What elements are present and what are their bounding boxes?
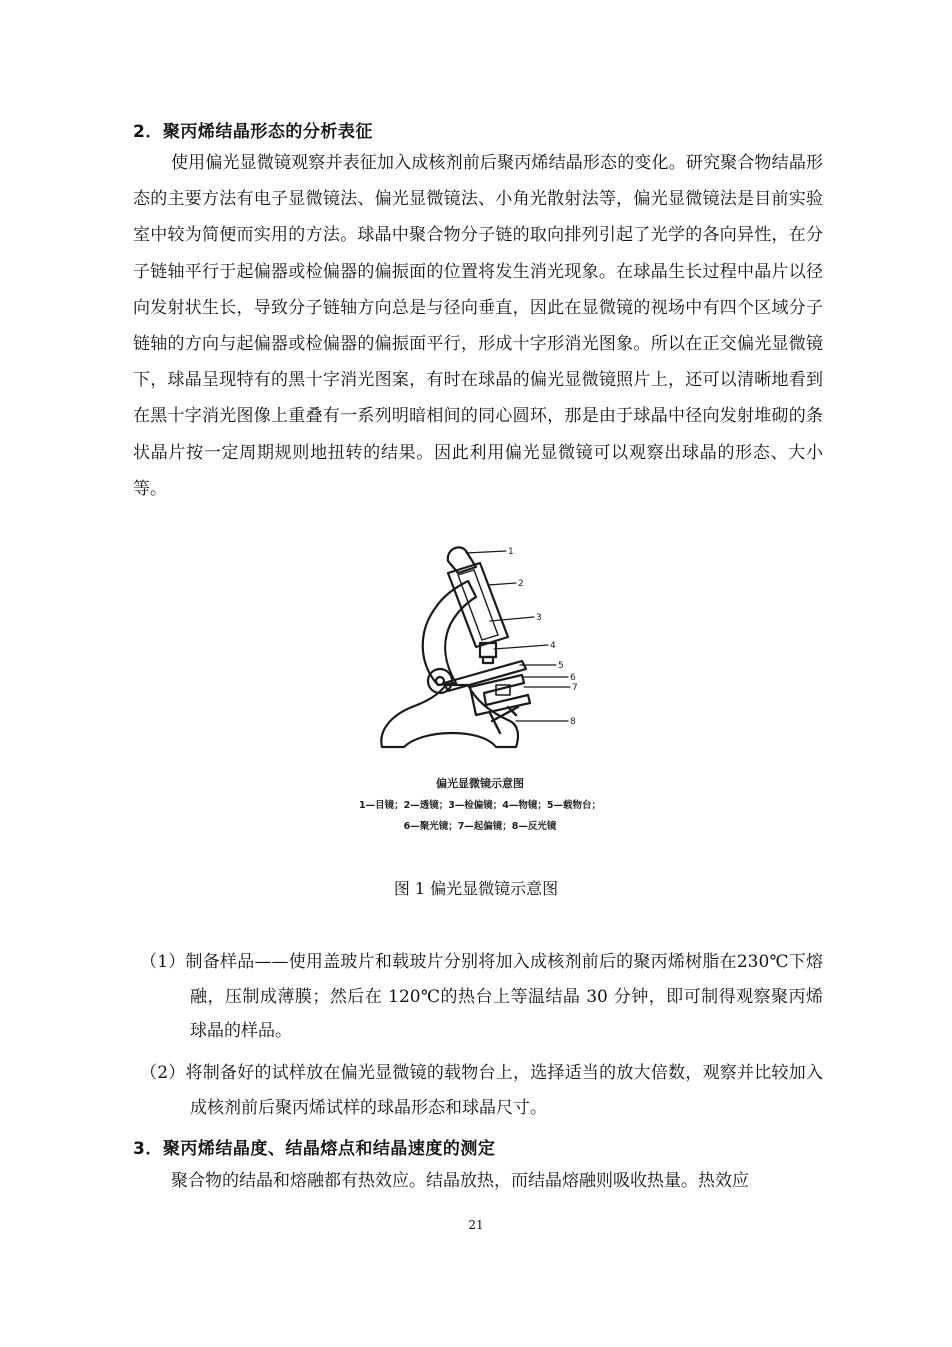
label-8: 8 <box>570 717 576 727</box>
microscope-tube <box>448 563 508 647</box>
step-2: （2）将制备好的试样放在偏光显微镜的载物台上，选择适当的放大倍数，观察并比较加入成核剂前后聚丙烯试样的球晶形态和球晶尺寸。 <box>140 1063 823 1118</box>
figure-inner-title: 偏光显微镜示意图 <box>436 777 524 790</box>
section-3-paragraph: 聚合物的结晶和熔融都有热效应。结晶放热，而结晶熔融则吸收热量。热效应 <box>171 1171 749 1191</box>
label-6: 6 <box>570 673 576 683</box>
label-3: 3 <box>536 613 542 623</box>
section-2-heading: 2．聚丙烯结晶形态的分析表征 <box>133 122 373 142</box>
figure-legend-line-2: 6—聚光镜；7—起偏镜；8—反光镜 <box>403 821 557 832</box>
label-4: 4 <box>550 641 556 651</box>
section-2-paragraph: 使用偏光显微镜观察并表征加入成核剂前后聚丙烯结晶形态的变化。研究聚合物结晶形态的主要方法有电子显微镜法、偏光显微镜法、小角光散射法等，偏光显微镜法是目前实验室中较为简便而实用的方法。球晶中聚合物分子链的取向排列引起了光学的各向异性，在分子链轴平行于起偏器或检偏器的偏振面的位置将发生消光现象。在球晶生长过程中晶片以径向发射状生长，导致分子链轴方向总是与径向垂直，因此在显微镜的视场中有四个区域分子链轴的方向与起偏器或检偏器的偏振面平行，形成十字形消光图象。所以在正交偏光显微镜下，球晶呈现特有的黑十字消光图案，有时在球晶的偏光显微镜照片上，还可以清晰地看到在黑十字消光图像上重叠有一系列明暗相间的同心圆环，那是由于球晶中径向发射堆砌的条状晶片按一定周期规则地扭转的结果。因此利用偏光显微镜可以观察出球晶的形态、大小等。 <box>133 153 823 499</box>
label-1: 1 <box>508 547 514 557</box>
microscope-figure <box>320 535 640 855</box>
label-5: 5 <box>558 661 564 671</box>
figure-caption: 图 1 偏光显微镜示意图 <box>393 879 559 898</box>
figure-legend-line-1: 1—目镜；2—透镜；3—检偏镜；4—物镜；5—载物台； <box>358 800 602 811</box>
label-7: 7 <box>572 683 578 693</box>
label-2: 2 <box>518 579 524 589</box>
step-1: （1）制备样品——使用盖玻片和载玻片分别将加入成核剂前后的聚丙烯树脂在230℃下熔融，压制成薄膜；然后在 120℃的热台上等温结晶 30 分钟，即可制得观察聚丙烯球晶的样品。 <box>140 952 823 1041</box>
microscope-arm <box>423 581 476 685</box>
section-3-heading: 3．聚丙烯结晶度、结晶熔点和结晶速度的测定 <box>133 1139 496 1159</box>
page-number: 21 <box>468 1218 484 1232</box>
